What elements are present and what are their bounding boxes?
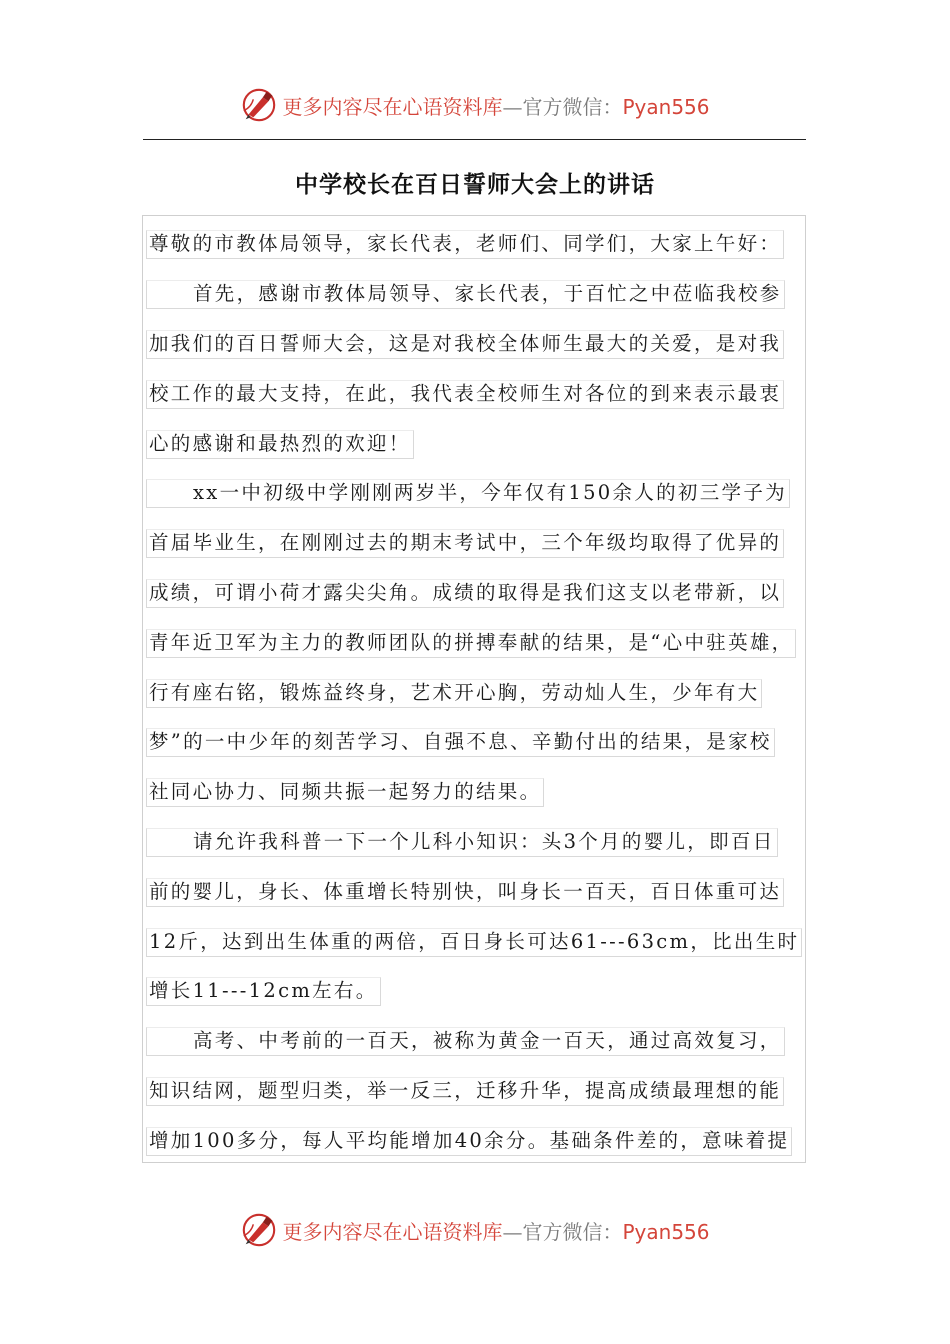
text-line [146,270,822,320]
text-line [146,519,822,569]
document-title: 中学校长在百日誓师大会上的讲话 [295,171,655,198]
text-line-content: 前的婴儿，身长、体重增长特别快，叫身长一百天，百日体重可达 [146,878,784,907]
text-line [146,419,822,469]
banner-wechat-label: —官方微信： [502,94,623,119]
header-banner-text [282,91,709,120]
text-line-content: 增加100多分，每人平均能增加40余分。基础条件差的，意味着提 [146,1127,792,1156]
footer-banner-text [282,1216,709,1245]
text-line-content: 梦”的一中少年的刻苦学习、自强不息、辛勤付出的结果，是家校 [146,728,775,757]
text-line [146,718,822,768]
text-line-content: 加我们的百日誓师大会，这是对我校全体师生最大的关爱，是对我 [146,330,784,359]
banner-wechat-label: —官方微信： [502,1219,623,1244]
text-line-content: 12斤，达到出生体重的两倍，百日身长可达61---63cm，比出生时 [146,928,802,957]
text-line-content: 青年近卫军为主力的教师团队的拼搏奉献的结果，是“心中驻英雄， [146,629,796,658]
banner-site-name: 更多内容尽在心语资料库 [282,94,503,119]
text-line-content: 首届毕业生，在刚刚过去的期末考试中，三个年级均取得了优异的 [146,529,784,558]
text-line [146,867,822,917]
text-line-content: 心的感谢和最热烈的欢迎！ [146,430,414,459]
banner-wechat-id: Pyan556 [622,94,710,119]
banner-wechat-id: Pyan556 [622,1219,710,1244]
text-line [146,1067,822,1117]
text-line [146,469,822,519]
text-line-content: 知识结网，题型归类，举一反三，迁移升华，提高成绩最理想的能 [146,1077,784,1106]
text-line [146,967,822,1017]
banner-site-name: 更多内容尽在心语资料库 [282,1219,503,1244]
text-line-content: 社同心协力、同频共振一起努力的结果。 [146,778,544,807]
text-line-content: 校工作的最大支持，在此，我代表全校师生对各位的到来表示最衷 [146,380,784,409]
text-line-content: 首先，感谢市教体局领导、家长代表，于百忙之中莅临我校参 [146,280,785,309]
text-line [146,1116,822,1166]
text-line-content: 增长11---12cm左右。 [146,977,381,1006]
text-line [146,618,822,668]
text-line [146,1017,822,1067]
text-line [146,818,822,868]
text-line-content: 尊敬的市教体局领导，家长代表，老师们、同学们，大家上午好： [146,230,784,259]
document-body [146,220,822,1166]
text-line [146,369,822,419]
text-line-content: 成绩，可谓小荷才露尖尖角。成绩的取得是我们这支以老带新，以 [146,579,784,608]
text-line-content: xx一中初级中学刚刚两岁半，今年仅有150余人的初三学子为 [146,479,790,508]
text-line [146,917,822,967]
header-banner [0,80,950,130]
header-divider [143,139,806,140]
pen-nib-logo-icon [240,1211,278,1249]
text-line-content: 高考、中考前的一百天，被称为黄金一百天，通过高效复习， [146,1027,785,1056]
text-line-content: 请允许我科普一下一个儿科小知识：头3个月的婴儿，即百日 [146,828,778,857]
text-line [146,569,822,619]
pen-nib-logo-icon [240,86,278,124]
text-line [146,220,822,270]
text-line [146,668,822,718]
footer-banner [0,1205,950,1255]
text-line [146,320,822,370]
text-line-content: 行有座右铭，锻炼益终身，艺术开心胸，劳动灿人生，少年有大 [146,679,762,708]
text-line [146,768,822,818]
